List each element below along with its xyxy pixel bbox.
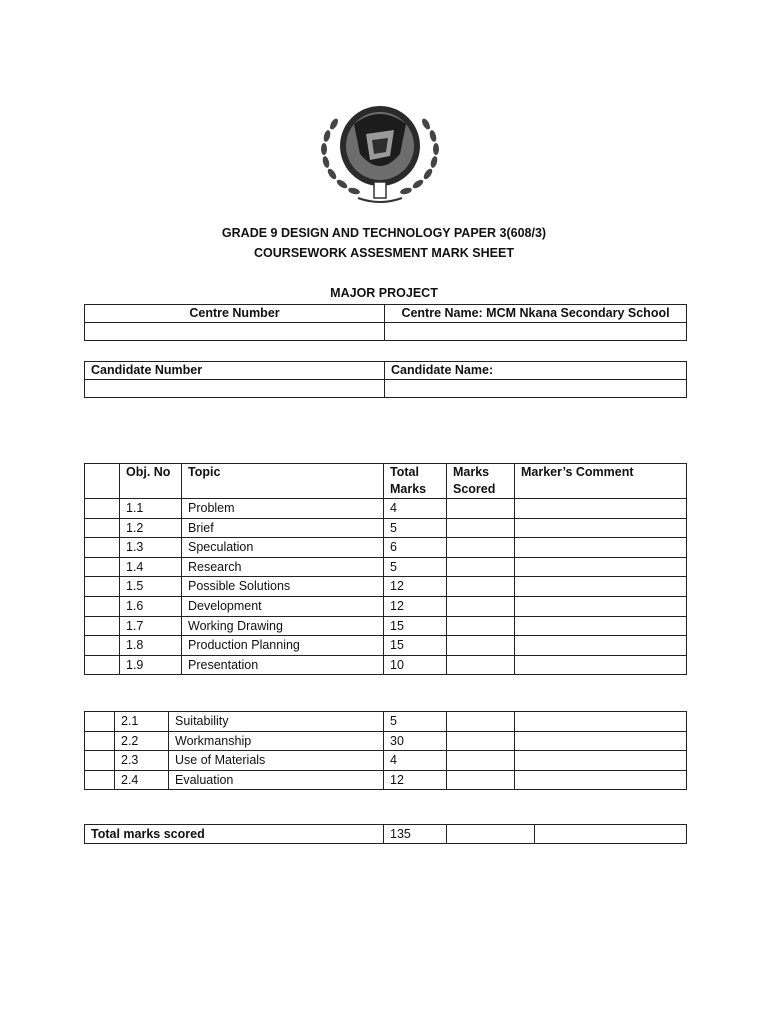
markers-comment-field[interactable] [515, 751, 687, 771]
obj-no-cell: 1.4 [120, 557, 182, 577]
section-title: MAJOR PROJECT [330, 286, 438, 300]
candidate-number-label: Candidate Number [85, 362, 385, 380]
marks-scored-field[interactable] [447, 518, 515, 538]
blank-cell [85, 655, 120, 675]
table-row [85, 655, 687, 675]
marks-scored-field[interactable] [447, 616, 515, 636]
table-row [85, 751, 687, 771]
total-comment-field[interactable] [535, 825, 687, 844]
topic-cell: Problem [182, 499, 384, 519]
marks-scored-field[interactable] [447, 751, 515, 771]
topic-cell: Presentation [182, 655, 384, 675]
candidate-table [84, 361, 687, 398]
topic-cell: Speculation [182, 538, 384, 558]
markers-comment-field[interactable] [515, 712, 687, 732]
marks-scored-field[interactable] [447, 712, 515, 732]
total-marks-cell: 12 [384, 770, 447, 790]
blank-cell [85, 712, 115, 732]
markers-comment-field[interactable] [515, 596, 687, 616]
obj-no-cell: 1.8 [120, 636, 182, 656]
table-row [85, 557, 687, 577]
markers-comment-header: Marker’s Comment [515, 464, 687, 499]
blank-cell [85, 616, 120, 636]
marks-scored-field[interactable] [447, 770, 515, 790]
obj-no-cell: 2.4 [115, 770, 169, 790]
obj-no-cell: 2.2 [115, 731, 169, 751]
document-title-line1: GRADE 9 DESIGN AND TECHNOLOGY PAPER 3(608/3) [221, 226, 547, 240]
topic-cell: Production Planning [182, 636, 384, 656]
table-row [85, 636, 687, 656]
total-marks-cell: 10 [384, 655, 447, 675]
topic-cell: Evaluation [169, 770, 384, 790]
table-row [85, 596, 687, 616]
marks-scored-field[interactable] [447, 557, 515, 577]
topic-cell: Research [182, 557, 384, 577]
markers-comment-field[interactable] [515, 731, 687, 751]
marks-scored-field[interactable] [447, 499, 515, 519]
total-marks-cell: 4 [384, 499, 447, 519]
candidate-name-field[interactable] [385, 380, 687, 398]
total-marks-cell: 5 [384, 557, 447, 577]
table-row [85, 499, 687, 519]
total-marks-cell: 15 [384, 636, 447, 656]
candidate-name-label: Candidate Name: [385, 362, 687, 380]
blank-cell [85, 731, 115, 751]
markers-comment-field[interactable] [515, 655, 687, 675]
obj-no-cell: 1.7 [120, 616, 182, 636]
blank-cell [85, 538, 120, 558]
marks-scored-field[interactable] [447, 577, 515, 597]
centre-number-field[interactable] [85, 323, 385, 341]
objectives-table [84, 463, 687, 675]
markers-comment-field[interactable] [515, 499, 687, 519]
blank-cell [85, 596, 120, 616]
blank-cell [85, 751, 115, 771]
blank-cell [85, 770, 115, 790]
total-marks-cell: 6 [384, 538, 447, 558]
topic-cell: Development [182, 596, 384, 616]
total-marks-cell: 12 [384, 577, 447, 597]
marks-scored-field[interactable] [447, 596, 515, 616]
total-marks-cell: 5 [384, 712, 447, 732]
product-table [84, 711, 687, 790]
markers-comment-field[interactable] [515, 518, 687, 538]
blank-cell [85, 577, 120, 597]
topic-cell: Use of Materials [169, 751, 384, 771]
centre-table [84, 304, 687, 341]
table-row [85, 538, 687, 558]
total-row [85, 825, 687, 844]
centre-name-label: Centre Name: MCM Nkana Secondary School [385, 305, 687, 323]
markers-comment-field[interactable] [515, 557, 687, 577]
blank-header-cell [85, 464, 120, 499]
marks-scored-field[interactable] [447, 731, 515, 751]
blank-cell [85, 518, 120, 538]
table-row [85, 518, 687, 538]
document-title-line2: COURSEWORK ASSESMENT MARK SHEET [254, 246, 514, 260]
obj-no-cell: 2.3 [115, 751, 169, 771]
marks-scored-field[interactable] [447, 538, 515, 558]
obj-no-cell: 1.6 [120, 596, 182, 616]
table-row [85, 616, 687, 636]
blank-cell [85, 636, 120, 656]
obj-no-header: Obj. No [120, 464, 182, 499]
obj-no-cell: 1.2 [120, 518, 182, 538]
total-marks-header: Total Marks [384, 464, 447, 499]
obj-no-cell: 1.5 [120, 577, 182, 597]
obj-no-cell: 1.3 [120, 538, 182, 558]
total-table [84, 824, 687, 844]
total-marks-scored-field[interactable] [447, 825, 535, 844]
topic-header: Topic [182, 464, 384, 499]
table-header-row [85, 464, 687, 499]
school-emblem-logo [314, 94, 446, 210]
marks-scored-field[interactable] [447, 636, 515, 656]
marks-scored-field[interactable] [447, 655, 515, 675]
markers-comment-field[interactable] [515, 770, 687, 790]
table-row [85, 712, 687, 732]
total-marks-cell: 5 [384, 518, 447, 538]
markers-comment-field[interactable] [515, 577, 687, 597]
total-marks-value: 135 [384, 825, 447, 844]
centre-number-label: Centre Number [85, 305, 385, 323]
total-marks-cell: 15 [384, 616, 447, 636]
topic-cell: Working Drawing [182, 616, 384, 636]
total-marks-cell: 4 [384, 751, 447, 771]
topic-cell: Suitability [169, 712, 384, 732]
table-row [85, 770, 687, 790]
topic-cell: Possible Solutions [182, 577, 384, 597]
candidate-number-field[interactable] [85, 380, 385, 398]
markers-comment-field[interactable] [515, 538, 687, 558]
centre-name-field[interactable] [385, 323, 687, 341]
obj-no-cell: 1.9 [120, 655, 182, 675]
table-row [85, 577, 687, 597]
table-row [85, 731, 687, 751]
marks-scored-header: Marks Scored [447, 464, 515, 499]
total-marks-cell: 12 [384, 596, 447, 616]
blank-cell [85, 557, 120, 577]
topic-cell: Workmanship [169, 731, 384, 751]
markers-comment-field[interactable] [515, 636, 687, 656]
obj-no-cell: 2.1 [115, 712, 169, 732]
markers-comment-field[interactable] [515, 616, 687, 636]
total-marks-label: Total marks scored [85, 825, 384, 844]
total-marks-cell: 30 [384, 731, 447, 751]
obj-no-cell: 1.1 [120, 499, 182, 519]
topic-cell: Brief [182, 518, 384, 538]
blank-cell [85, 499, 120, 519]
